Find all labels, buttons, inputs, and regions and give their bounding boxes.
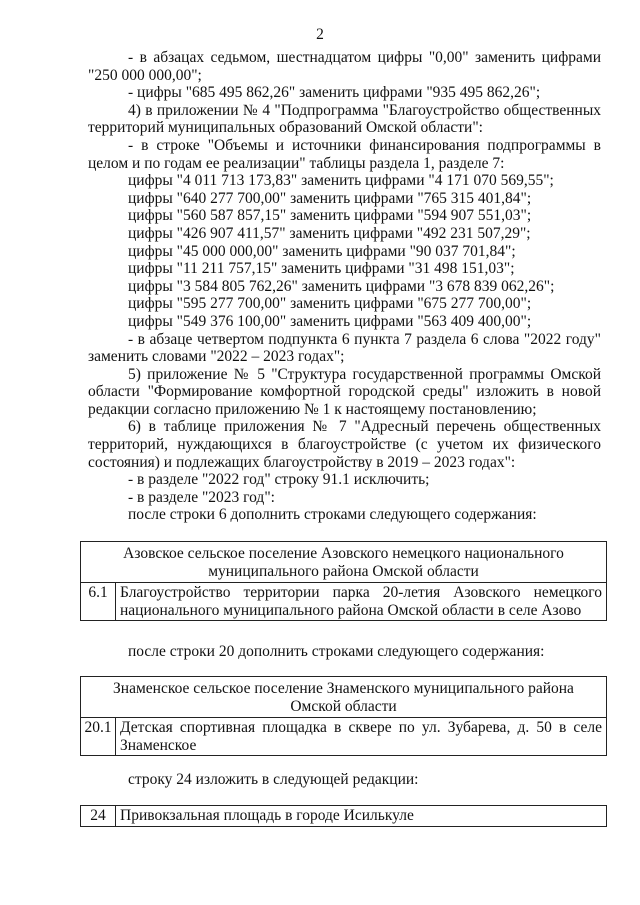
- paragraph: 4) в приложении № 4 "Подпрограмма "Благоустройство общественных территорий муниципальных образований Омской области":: [88, 101, 601, 137]
- row-text: Привокзальная площадь в городе Исилькуле: [116, 806, 607, 827]
- row-text: Детская спортивная площадка в сквере по ул. Зубарева, д. 50 в селе Знаменское: [116, 718, 607, 756]
- table-section-header: Азовское сельское поселение Азовского немецкого национального муниципального района Омской области: [81, 542, 607, 583]
- instruction-line: строку 24 изложить в следующей редакции:: [128, 771, 419, 788]
- paragraph: 5) приложение № 5 "Структура государственной программы Омской области "Формирование комфортной городской среды" изложить в новой редакции согласно приложению № 1 к настоящему постановлению;: [88, 365, 601, 418]
- replacement-line: цифры "4 011 713 173,83" заменить цифрами "4 171 070 569,55";: [128, 172, 554, 190]
- paragraph: - в строке "Объемы и источники финансирования подпрограммы в целом и по годам ее реализации" таблицы раздела 1, разделе 7:: [88, 136, 601, 172]
- table-section-header: Знаменское сельское поселение Знаменского муниципального района Омской области: [81, 677, 607, 718]
- addresses-table-2: [80, 676, 607, 756]
- paragraph: - в разделе "2022 год" строку 91.1 исключить;: [128, 471, 430, 489]
- document-body: [88, 49, 601, 524]
- replacement-line: цифры "595 277 700,00" заменить цифрами "675 277 700,00";: [128, 295, 532, 313]
- instruction-line: после строки 20 дополнить строками следующего содержания:: [128, 643, 545, 660]
- row-number: 24: [81, 806, 116, 827]
- addresses-table-1: [80, 541, 607, 621]
- replacement-line: цифры "3 584 805 762,26" заменить цифрами "3 678 839 062,26";: [128, 277, 555, 295]
- replacement-line: цифры "640 277 700,00" заменить цифрами "765 315 401,84";: [128, 189, 532, 207]
- table-row: [81, 583, 607, 621]
- addresses-table-3: [80, 805, 607, 827]
- replacement-line: цифры "549 376 100,00" заменить цифрами "563 409 400,00";: [128, 312, 532, 330]
- row-number: 6.1: [81, 583, 116, 621]
- page-number: 2: [316, 26, 324, 43]
- replacement-line: цифры "11 211 757,15" заменить цифрами "31 498 151,03";: [128, 260, 515, 278]
- paragraph: после строки 6 дополнить строками следующего содержания:: [128, 506, 537, 524]
- paragraph: - в разделе "2023 год":: [128, 488, 275, 506]
- paragraph: - в абзаце четвертом подпункта 6 пункта 7 раздела 6 слова "2022 году" заменить словами "2022 – 2023 годах";: [88, 330, 601, 366]
- replacement-line: цифры "45 000 000,00" заменить цифрами "90 037 701,84";: [128, 242, 516, 260]
- table-row: [81, 806, 607, 827]
- paragraph: 6) в таблице приложения № 7 "Адресный перечень общественных территорий, нуждающихся в благоустройстве (с учетом их физического состояния) и подлежащих благоустройству в 2019 – 2023 годах":: [88, 418, 601, 471]
- paragraph: - в абзацах седьмом, шестнадцатом цифры "0,00" заменить цифрами "250 000 000,00";: [88, 49, 601, 84]
- paragraph: - цифры "685 495 862,26" заменить цифрами "935 495 862,26";: [128, 84, 541, 102]
- row-number: 20.1: [81, 718, 116, 756]
- replacement-line: цифры "426 907 411,57" заменить цифрами "492 231 507,29";: [128, 224, 531, 242]
- replacement-line: цифры "560 587 857,15" заменить цифрами "594 907 551,03";: [128, 207, 532, 225]
- table-row: [81, 718, 607, 756]
- row-text: Благоустройство территории парка 20-летия Азовского немецкого национального муниципального района Омской области в селе Азово: [116, 583, 607, 621]
